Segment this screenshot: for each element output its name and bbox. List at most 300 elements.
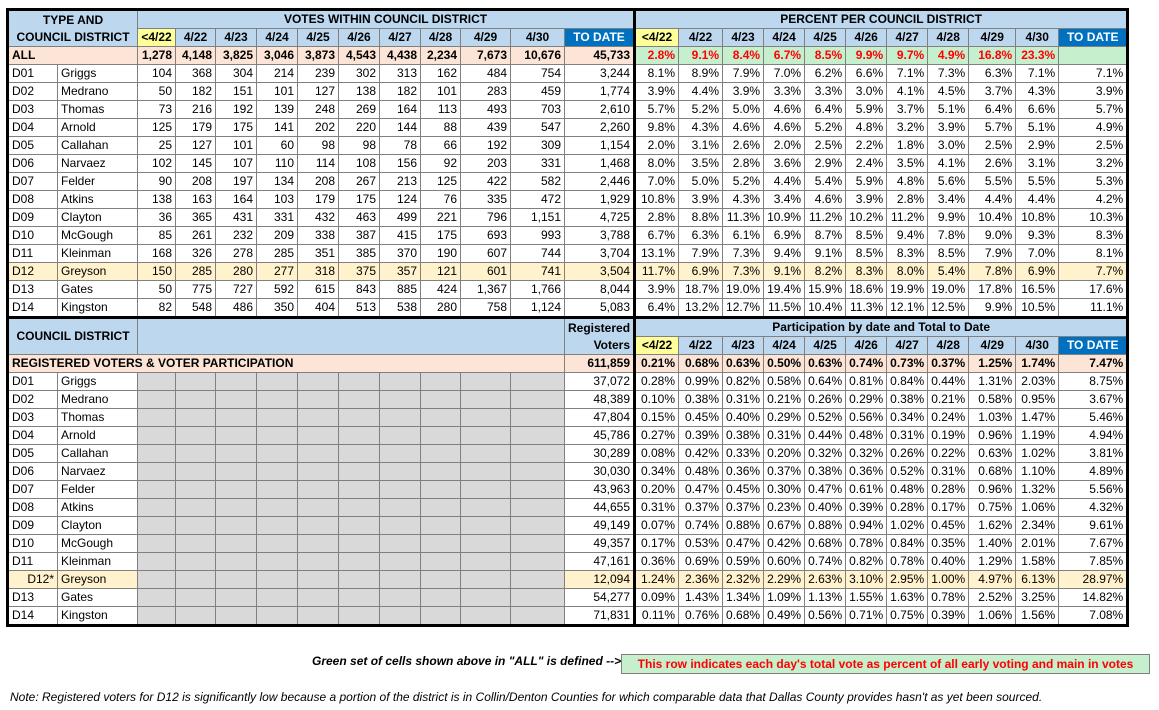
blank-cell bbox=[176, 427, 216, 445]
district-votes: 285 bbox=[257, 245, 298, 263]
district-code: D06 bbox=[8, 463, 58, 481]
district-pct: 4.6% bbox=[764, 101, 805, 119]
blank-cell bbox=[380, 409, 421, 427]
district-pct: 6.7% bbox=[635, 227, 679, 245]
district-pct: 12.5% bbox=[928, 299, 969, 318]
district-pct: 7.9% bbox=[679, 245, 723, 263]
registered-voters: 45,786 bbox=[565, 427, 635, 445]
participation-pct: 1.62% bbox=[969, 517, 1016, 535]
participation-pct: 0.48% bbox=[679, 463, 723, 481]
district-pct: 6.4% bbox=[635, 299, 679, 318]
district-name: Thomas bbox=[58, 101, 138, 119]
district-pct: 11.5% bbox=[764, 299, 805, 318]
blank-cell bbox=[511, 481, 565, 499]
participation-pct: 1.10% bbox=[1016, 463, 1059, 481]
district-votes: 754 bbox=[511, 65, 565, 83]
blank-cell bbox=[138, 553, 176, 571]
registered-total-row bbox=[8, 355, 1128, 373]
all-pct: 8.4% bbox=[723, 47, 764, 65]
district-votes: 78 bbox=[380, 137, 421, 155]
participation-pct: 0.30% bbox=[764, 481, 805, 499]
district-votes: 280 bbox=[216, 263, 257, 281]
district-votes: 114 bbox=[298, 155, 339, 173]
district-votes: 203 bbox=[461, 155, 511, 173]
blank-cell bbox=[176, 463, 216, 481]
blank-cell bbox=[216, 409, 257, 427]
district-votes: 179 bbox=[298, 191, 339, 209]
date-header: 4/26 bbox=[846, 29, 887, 47]
registered-pct: 1.25% bbox=[969, 355, 1016, 373]
district-pct: 3.9% bbox=[846, 191, 887, 209]
district-code: D11 bbox=[8, 245, 58, 263]
blank-cell bbox=[257, 517, 298, 535]
blank-cell bbox=[257, 571, 298, 589]
participation-pct: 0.40% bbox=[805, 499, 846, 517]
blank-cell bbox=[511, 409, 565, 427]
district-name: Narvaez bbox=[58, 155, 138, 173]
all-votes: 2,234 bbox=[421, 47, 461, 65]
blank-cell bbox=[511, 607, 565, 626]
registered-voters: 54,277 bbox=[565, 589, 635, 607]
blank-cell bbox=[138, 373, 176, 391]
district-pct: 4.3% bbox=[679, 119, 723, 137]
blank-cell bbox=[511, 427, 565, 445]
district-votes: 313 bbox=[380, 65, 421, 83]
date-header: <4/22 bbox=[635, 29, 679, 47]
registered-line2: Voters bbox=[593, 337, 631, 352]
council-district-header: COUNCIL DISTRICT bbox=[8, 318, 138, 355]
district-pct: 6.6% bbox=[1016, 101, 1059, 119]
participation-pct: 0.69% bbox=[679, 553, 723, 571]
district-pct: 5.1% bbox=[1016, 119, 1059, 137]
district-votes: 101 bbox=[421, 83, 461, 101]
participation-pct: 1.56% bbox=[1016, 607, 1059, 626]
blank-cell bbox=[257, 553, 298, 571]
district-votes: 150 bbox=[138, 263, 176, 281]
blank-cell bbox=[298, 463, 339, 481]
blank-cell bbox=[216, 535, 257, 553]
district-pct: 5.7% bbox=[635, 101, 679, 119]
district-pct: 2.6% bbox=[969, 155, 1016, 173]
blank-cell bbox=[461, 589, 511, 607]
blank-cell bbox=[257, 427, 298, 445]
district-votes: 179 bbox=[176, 119, 216, 137]
date-header: 4/25 bbox=[805, 29, 846, 47]
district-total: 8,044 bbox=[565, 281, 635, 299]
date-header: 4/28 bbox=[421, 29, 461, 47]
participation-pct: 0.82% bbox=[846, 553, 887, 571]
district-pct: 2.5% bbox=[805, 137, 846, 155]
registered-label: REGISTERED VOTERS & VOTER PARTICIPATION bbox=[8, 355, 565, 373]
blank-cell bbox=[421, 463, 461, 481]
blank-cell bbox=[298, 445, 339, 463]
blank-cell bbox=[138, 517, 176, 535]
blank-cell bbox=[380, 391, 421, 409]
district-pct: 11.2% bbox=[887, 209, 928, 227]
district-votes: 190 bbox=[421, 245, 461, 263]
participation-pct: 0.21% bbox=[764, 391, 805, 409]
participation-pct: 0.81% bbox=[846, 373, 887, 391]
registered-pct: 1.74% bbox=[1016, 355, 1059, 373]
date-header: 4/27 bbox=[380, 29, 421, 47]
participation-total: 9.61% bbox=[1059, 517, 1128, 535]
district-pct: 9.0% bbox=[969, 227, 1016, 245]
district-votes: 331 bbox=[511, 155, 565, 173]
all-pct: 9.9% bbox=[846, 47, 887, 65]
blank-cell bbox=[257, 589, 298, 607]
district-pct: 6.4% bbox=[805, 101, 846, 119]
blank-cell bbox=[216, 463, 257, 481]
blank-cell bbox=[257, 391, 298, 409]
participation-pct: 0.71% bbox=[846, 607, 887, 626]
blank-cell bbox=[176, 589, 216, 607]
date-header: 4/30 bbox=[1016, 29, 1059, 47]
participation-pct: 0.49% bbox=[764, 607, 805, 626]
participation-pct: 0.19% bbox=[928, 427, 969, 445]
participation-pct: 0.68% bbox=[969, 463, 1016, 481]
participation-pct: 0.09% bbox=[635, 589, 679, 607]
participation-pct: 0.36% bbox=[846, 463, 887, 481]
district-total: 1,774 bbox=[565, 83, 635, 101]
district-votes: 110 bbox=[257, 155, 298, 173]
district-pct: 8.3% bbox=[887, 245, 928, 263]
blank-cell bbox=[339, 589, 380, 607]
participation-pct: 3.10% bbox=[846, 571, 887, 589]
district-pct: 11.7% bbox=[635, 263, 679, 281]
district-votes: 175 bbox=[216, 119, 257, 137]
participation-pct: 2.36% bbox=[679, 571, 723, 589]
district-pct: 19.4% bbox=[764, 281, 805, 299]
date-header: 4/23 bbox=[216, 29, 257, 47]
blank-cell bbox=[339, 553, 380, 571]
participation-pct: 0.48% bbox=[846, 427, 887, 445]
blank-cell bbox=[339, 409, 380, 427]
blank-cell bbox=[421, 373, 461, 391]
district-votes: 113 bbox=[421, 101, 461, 119]
participation-pct: 0.37% bbox=[764, 463, 805, 481]
district-pct: 3.3% bbox=[764, 83, 805, 101]
participation-pct: 0.59% bbox=[723, 553, 764, 571]
blank-cell bbox=[511, 589, 565, 607]
district-code: D04 bbox=[8, 119, 58, 137]
district-pct: 8.3% bbox=[846, 263, 887, 281]
district-pct: 6.6% bbox=[846, 65, 887, 83]
district-pct: 7.9% bbox=[969, 245, 1016, 263]
district-votes: 357 bbox=[380, 263, 421, 281]
date-header: 4/22 bbox=[679, 29, 723, 47]
blank-cell bbox=[138, 391, 176, 409]
participation-pct: 0.29% bbox=[764, 409, 805, 427]
all-votes: 3,873 bbox=[298, 47, 339, 65]
district-name: Felder bbox=[58, 173, 138, 191]
district-pct: 7.0% bbox=[635, 173, 679, 191]
blank-cell bbox=[138, 589, 176, 607]
participation-pct: 0.56% bbox=[846, 409, 887, 427]
district-votes: 365 bbox=[176, 209, 216, 227]
date-header: 4/27 bbox=[887, 337, 928, 355]
date-header: <4/22 bbox=[138, 29, 176, 47]
district-votes: 351 bbox=[298, 245, 339, 263]
district-votes: 175 bbox=[339, 191, 380, 209]
district-pct: 2.0% bbox=[635, 137, 679, 155]
participation-pct: 0.08% bbox=[635, 445, 679, 463]
blank-cell bbox=[257, 373, 298, 391]
participation-pct: 0.32% bbox=[846, 445, 887, 463]
district-total: 3,704 bbox=[565, 245, 635, 263]
district-pct: 5.5% bbox=[1016, 173, 1059, 191]
registered-total: 611,859 bbox=[565, 355, 635, 373]
participation-pct: 0.45% bbox=[723, 481, 764, 499]
district-votes: 424 bbox=[421, 281, 461, 299]
district-votes: 138 bbox=[339, 83, 380, 101]
blank-cell bbox=[339, 535, 380, 553]
blank-cell bbox=[298, 553, 339, 571]
district-votes: 370 bbox=[380, 245, 421, 263]
district-votes: 202 bbox=[298, 119, 339, 137]
district-pct: 6.9% bbox=[764, 227, 805, 245]
blank-cell bbox=[216, 481, 257, 499]
participation-total: 28.97% bbox=[1059, 571, 1128, 589]
district-pct-total: 3.9% bbox=[1059, 83, 1128, 101]
district-code: D09 bbox=[8, 517, 58, 535]
district-pct: 10.4% bbox=[805, 299, 846, 318]
blank-cell bbox=[511, 391, 565, 409]
blank-cell bbox=[298, 589, 339, 607]
district-votes: 741 bbox=[511, 263, 565, 281]
district-pct: 3.0% bbox=[846, 83, 887, 101]
participation-pct: 1.34% bbox=[723, 589, 764, 607]
district-code: D05 bbox=[8, 137, 58, 155]
district-votes: 127 bbox=[298, 83, 339, 101]
participation-pct: 0.52% bbox=[887, 463, 928, 481]
district-pct: 10.4% bbox=[969, 209, 1016, 227]
district-name: Kleinman bbox=[58, 553, 138, 571]
district-pct: 8.7% bbox=[805, 227, 846, 245]
district-votes: 331 bbox=[257, 209, 298, 227]
district-votes: 318 bbox=[298, 263, 339, 281]
blank-cell bbox=[380, 445, 421, 463]
participation-pct: 0.39% bbox=[679, 427, 723, 445]
district-votes: 548 bbox=[176, 299, 216, 318]
district-row bbox=[8, 191, 1128, 209]
participation-pct: 0.10% bbox=[635, 391, 679, 409]
district-pct-total: 17.6% bbox=[1059, 281, 1128, 299]
district-name: Greyson bbox=[58, 263, 138, 281]
participation-pct: 1.19% bbox=[1016, 427, 1059, 445]
district-code: D01 bbox=[8, 373, 58, 391]
district-votes: 168 bbox=[138, 245, 176, 263]
district-pct: 6.2% bbox=[805, 65, 846, 83]
participation-pct: 0.31% bbox=[887, 427, 928, 445]
section2-header bbox=[8, 318, 1128, 337]
votes-title: VOTES WITHIN COUNCIL DISTRICT bbox=[138, 10, 635, 29]
participation-pct: 1.63% bbox=[887, 589, 928, 607]
registered-row bbox=[8, 589, 1128, 607]
district-pct: 3.4% bbox=[764, 191, 805, 209]
district-name: Atkins bbox=[58, 191, 138, 209]
district-votes: 104 bbox=[138, 65, 176, 83]
participation-pct: 0.36% bbox=[723, 463, 764, 481]
district-code: D07 bbox=[8, 173, 58, 191]
district-votes: 463 bbox=[339, 209, 380, 227]
blank-cell bbox=[380, 517, 421, 535]
participation-pct: 0.40% bbox=[723, 409, 764, 427]
blank-cell bbox=[380, 499, 421, 517]
participation-pct: 3.25% bbox=[1016, 589, 1059, 607]
participation-total: 7.67% bbox=[1059, 535, 1128, 553]
district-votes: 88 bbox=[421, 119, 461, 137]
district-pct: 2.8% bbox=[723, 155, 764, 173]
participation-pct: 0.74% bbox=[679, 517, 723, 535]
district-votes: 432 bbox=[298, 209, 339, 227]
district-votes: 36 bbox=[138, 209, 176, 227]
district-row bbox=[8, 119, 1128, 137]
district-pct: 7.8% bbox=[969, 263, 1016, 281]
blank-cell bbox=[421, 607, 461, 626]
district-votes: 192 bbox=[461, 137, 511, 155]
participation-pct: 0.38% bbox=[723, 427, 764, 445]
participation-pct: 1.00% bbox=[928, 571, 969, 589]
participation-pct: 0.20% bbox=[764, 445, 805, 463]
district-row bbox=[8, 263, 1128, 281]
district-votes: 513 bbox=[339, 299, 380, 318]
registered-row bbox=[8, 463, 1128, 481]
district-pct: 13.2% bbox=[679, 299, 723, 318]
registered-voters: 30,030 bbox=[565, 463, 635, 481]
blank-cell bbox=[339, 373, 380, 391]
district-name: McGough bbox=[58, 535, 138, 553]
type-header-line2: COUNCIL DISTRICT bbox=[16, 29, 130, 44]
district-votes: 182 bbox=[380, 83, 421, 101]
district-pct: 1.8% bbox=[887, 137, 928, 155]
district-votes: 108 bbox=[339, 155, 380, 173]
district-votes: 277 bbox=[257, 263, 298, 281]
district-pct: 3.5% bbox=[679, 155, 723, 173]
participation-pct: 0.74% bbox=[805, 553, 846, 571]
to-date-header: TO DATE bbox=[565, 29, 635, 47]
date-header: 4/30 bbox=[1016, 337, 1059, 355]
district-pct: 5.4% bbox=[805, 173, 846, 191]
blank-cell bbox=[461, 391, 511, 409]
blank-cell bbox=[138, 499, 176, 517]
district-pct: 19.0% bbox=[928, 281, 969, 299]
participation-pct: 0.78% bbox=[928, 589, 969, 607]
registered-voters: 43,963 bbox=[565, 481, 635, 499]
district-votes: 50 bbox=[138, 281, 176, 299]
district-votes: 25 bbox=[138, 137, 176, 155]
blank-cell bbox=[511, 553, 565, 571]
blank-cell bbox=[461, 427, 511, 445]
blank-cell bbox=[421, 499, 461, 517]
blank-cell bbox=[257, 535, 298, 553]
all-votes: 4,438 bbox=[380, 47, 421, 65]
district-pct: 4.5% bbox=[928, 83, 969, 101]
registered-pct: 0.21% bbox=[635, 355, 679, 373]
participation-pct: 0.17% bbox=[928, 499, 969, 517]
district-pct: 10.5% bbox=[1016, 299, 1059, 318]
district-votes: 304 bbox=[216, 65, 257, 83]
district-votes: 261 bbox=[176, 227, 216, 245]
participation-pct: 4.97% bbox=[969, 571, 1016, 589]
all-row bbox=[8, 47, 1128, 65]
district-name: Arnold bbox=[58, 427, 138, 445]
district-votes: 1,151 bbox=[511, 209, 565, 227]
date-header: 4/22 bbox=[176, 29, 216, 47]
district-pct: 17.8% bbox=[969, 281, 1016, 299]
district-pct: 19.9% bbox=[887, 281, 928, 299]
participation-pct: 0.95% bbox=[1016, 391, 1059, 409]
blank-cell bbox=[380, 481, 421, 499]
district-pct: 8.0% bbox=[635, 155, 679, 173]
blank-cell bbox=[380, 571, 421, 589]
blank-cell bbox=[461, 373, 511, 391]
district-pct: 4.4% bbox=[764, 173, 805, 191]
all-pct: 6.7% bbox=[764, 47, 805, 65]
participation-pct: 1.06% bbox=[1016, 499, 1059, 517]
participation-pct: 0.23% bbox=[764, 499, 805, 517]
participation-pct: 1.43% bbox=[679, 589, 723, 607]
registered-voters: 37,072 bbox=[565, 373, 635, 391]
district-votes: 124 bbox=[380, 191, 421, 209]
blank-cell bbox=[176, 373, 216, 391]
blank-cell bbox=[461, 607, 511, 626]
blank-cell bbox=[511, 571, 565, 589]
district-votes: 208 bbox=[298, 173, 339, 191]
district-votes: 693 bbox=[461, 227, 511, 245]
district-pct: 3.5% bbox=[887, 155, 928, 173]
district-votes: 145 bbox=[176, 155, 216, 173]
district-votes: 335 bbox=[461, 191, 511, 209]
blank-cell bbox=[461, 499, 511, 517]
district-pct: 5.9% bbox=[846, 173, 887, 191]
district-votes: 1,124 bbox=[511, 299, 565, 318]
district-pct: 7.9% bbox=[723, 65, 764, 83]
blank-cell bbox=[216, 373, 257, 391]
blank-cell bbox=[138, 607, 176, 626]
all-label: ALL bbox=[8, 47, 138, 65]
blank-cell bbox=[461, 553, 511, 571]
district-name: Gates bbox=[58, 589, 138, 607]
district-pct: 3.7% bbox=[969, 83, 1016, 101]
blank-cell bbox=[380, 427, 421, 445]
district-pct: 2.9% bbox=[1016, 137, 1059, 155]
blank-cell bbox=[176, 391, 216, 409]
participation-pct: 0.34% bbox=[887, 409, 928, 427]
blank-cell bbox=[298, 535, 339, 553]
district-votes: 350 bbox=[257, 299, 298, 318]
participation-pct: 0.99% bbox=[679, 373, 723, 391]
district-votes: 197 bbox=[216, 173, 257, 191]
district-votes: 484 bbox=[461, 65, 511, 83]
participation-pct: 0.78% bbox=[887, 553, 928, 571]
district-votes: 309 bbox=[511, 137, 565, 155]
participation-pct: 0.76% bbox=[679, 607, 723, 626]
blank-cell bbox=[138, 571, 176, 589]
district-votes: 1,766 bbox=[511, 281, 565, 299]
district-votes: 269 bbox=[339, 101, 380, 119]
district-votes: 775 bbox=[176, 281, 216, 299]
district-votes: 431 bbox=[216, 209, 257, 227]
to-date-header: TO DATE bbox=[1059, 29, 1128, 47]
district-pct: 2.8% bbox=[887, 191, 928, 209]
district-votes: 387 bbox=[339, 227, 380, 245]
district-pct-total: 5.3% bbox=[1059, 173, 1128, 191]
blank-cell bbox=[138, 427, 176, 445]
participation-total: 7.08% bbox=[1059, 607, 1128, 626]
participation-pct: 0.56% bbox=[805, 607, 846, 626]
blank-cell bbox=[380, 607, 421, 626]
participation-pct: 0.78% bbox=[846, 535, 887, 553]
